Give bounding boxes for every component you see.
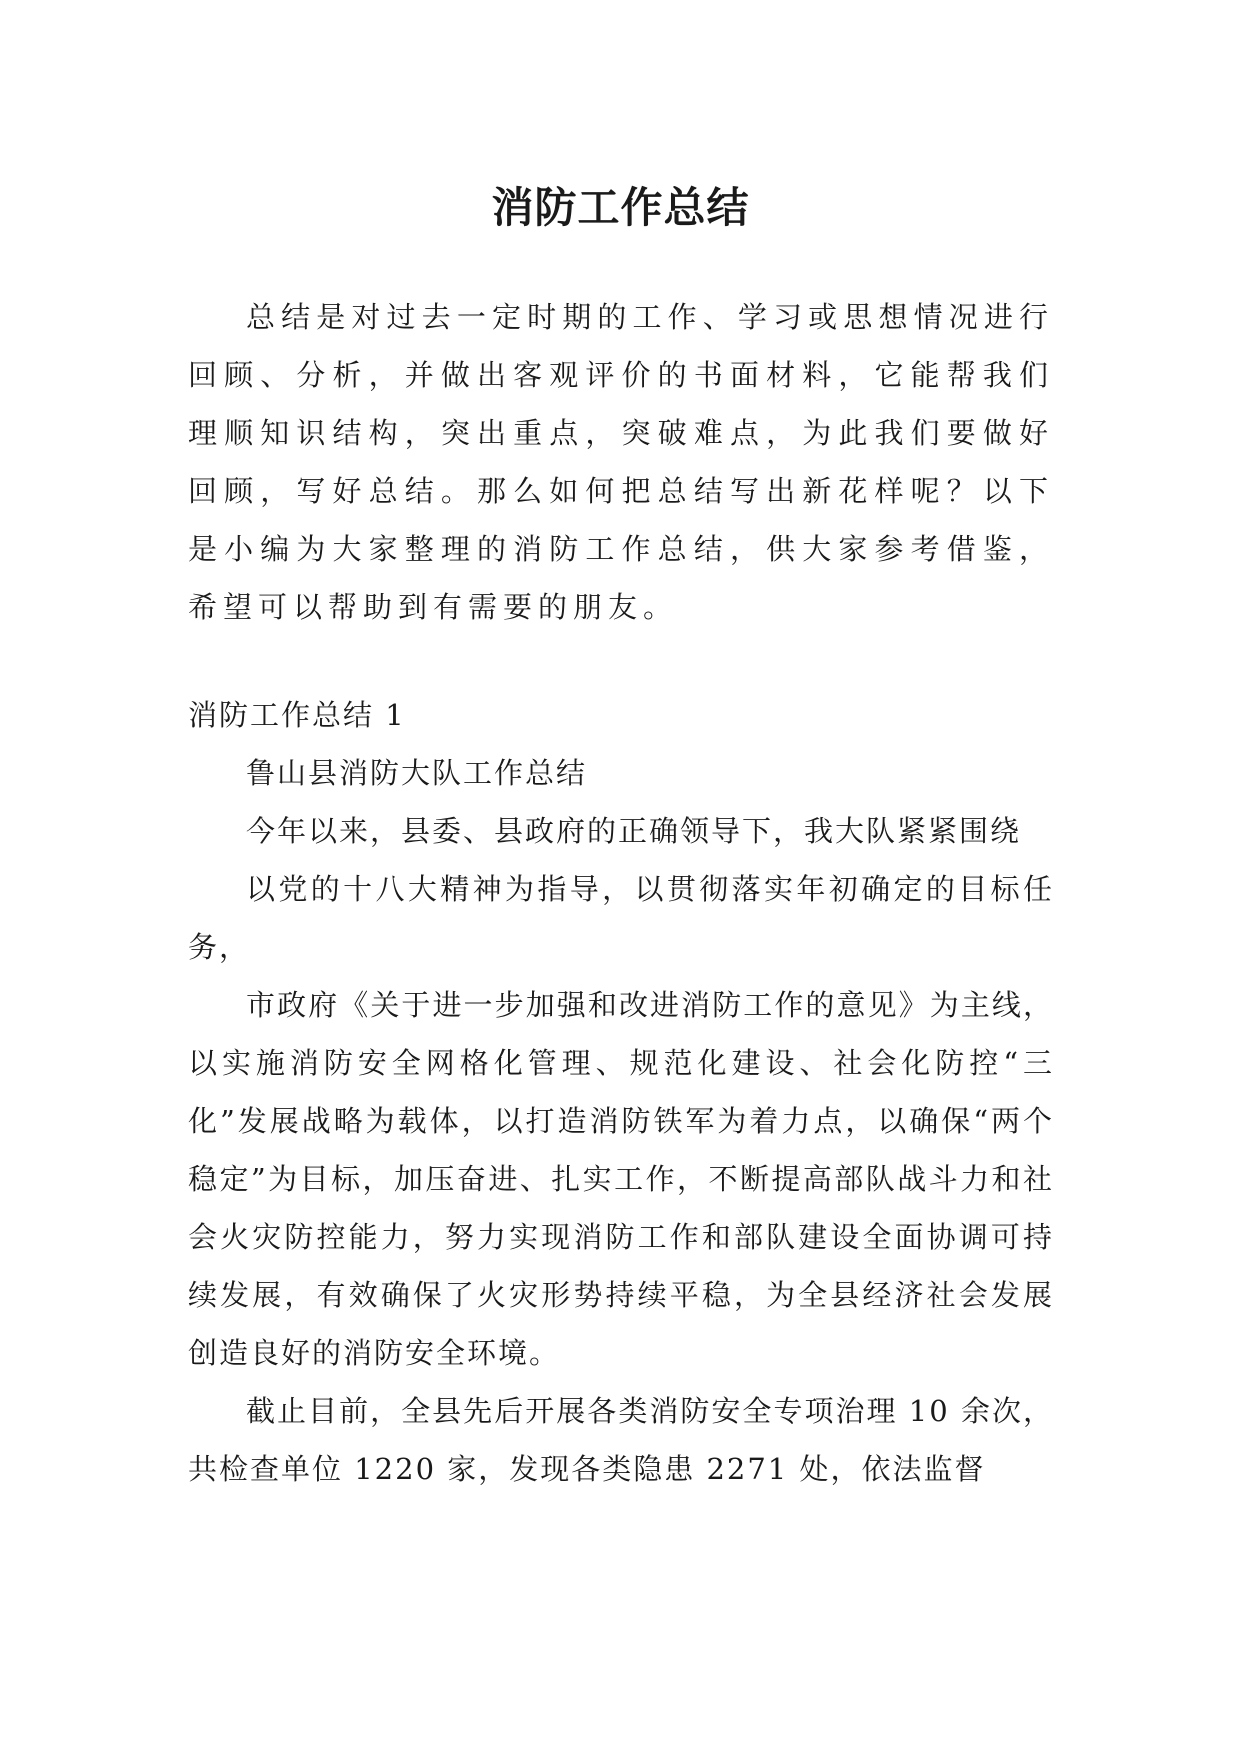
report-subtitle: 鲁山县消防大队工作总结 (246, 756, 588, 790)
document-body (188, 288, 1054, 1498)
intro-paragraph: 总结是对过去一定时期的工作、学习或思想情况进行回顾、分析，并做出客观评价的书面材料，它能帮我们理顺知识结构，突出重点，突破难点，为此我们要做好回顾，写好总结。那么如何把总结写出新花样呢？以下是小编为大家整理的消防工作总结，供大家参考借鉴，希望可以帮助到有需要的朋友。 (188, 300, 1054, 624)
section-heading: 消防工作总结 1 (188, 698, 406, 732)
body-paragraph: 今年以来，县委、县政府的正确领导下，我大队紧紧围绕 (246, 814, 1022, 848)
document-title: 消防工作总结 (491, 183, 750, 233)
body-paragraph: 截止目前，全县先后开展各类消防安全专项治理 10 余次，共检查单位 1220 家，发现各类隐患 2271 处，依法监督 (188, 1394, 1054, 1486)
body-paragraph: 市政府《关于进一步加强和改进消防工作的意见》为主线，以实施消防安全网格化管理、规范化建设、社会化防控“三化”发展战略为载体，以打造消防铁军为着力点，以确保“两个稳定”为目标，加压奋进、扎实工作，不断提高部队战斗力和社会火灾防控能力，努力实现消防工作和部队建设全面协调可持续发展，有效确保了火灾形势持续平稳，为全县经济社会发展创造良好的消防安全环境。 (188, 988, 1054, 1370)
body-paragraph: 以党的十八大精神为指导，以贯彻落实年初确定的目标任务， (188, 872, 1054, 964)
section-spacer (188, 636, 1054, 686)
